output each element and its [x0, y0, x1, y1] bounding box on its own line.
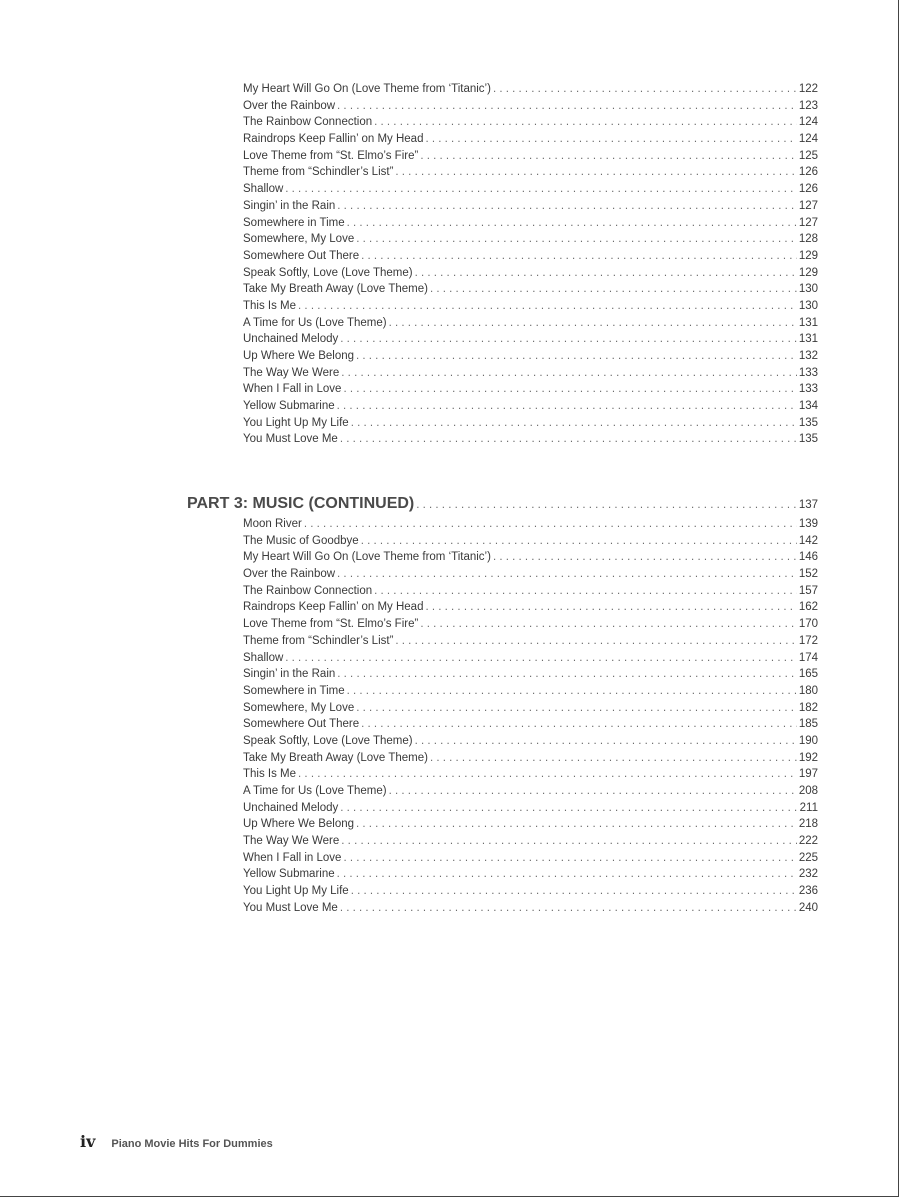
toc-entry — [243, 566, 818, 583]
toc-entry-page-number: 232 — [798, 868, 818, 881]
toc-entry-title: Somewhere, My Love — [243, 701, 355, 714]
dot-leader — [430, 281, 797, 298]
dot-leader — [343, 850, 796, 867]
dot-leader — [340, 800, 797, 817]
toc-entry-page-number: 165 — [798, 668, 818, 681]
toc-entry-title: You Light Up My Life — [243, 885, 349, 898]
toc-entry — [243, 833, 818, 850]
toc-part-heading — [187, 494, 818, 515]
toc-entry — [243, 850, 818, 867]
running-book-title: Piano Movie Hits For Dummies — [111, 1138, 273, 1150]
toc-entry-page-number: 135 — [798, 416, 818, 429]
toc-entry-page-number: 129 — [798, 249, 818, 262]
part-title: PART 3: MUSIC (CONTINUED) — [187, 495, 415, 512]
toc-entry-page-number: 133 — [798, 383, 818, 396]
toc-entry-title: Over the Rainbow — [243, 99, 336, 112]
toc-entry — [243, 431, 818, 448]
dot-leader — [347, 215, 797, 232]
dot-leader — [356, 348, 797, 365]
dot-leader — [285, 650, 797, 667]
toc-entry-page-number: 197 — [798, 768, 818, 781]
toc-entry-title: Singin’ in the Rain — [243, 199, 336, 212]
dot-leader — [416, 495, 797, 515]
dot-leader — [361, 248, 797, 265]
toc-entry-title: My Heart Will Go On (Love Theme from ‘Titanic’) — [243, 83, 491, 95]
toc-entry — [243, 281, 818, 298]
toc-entry-page-number: 131 — [798, 333, 818, 346]
toc-entry-title: Somewhere in Time — [243, 216, 345, 229]
toc-entry-page-number: 172 — [798, 634, 818, 647]
toc-entry-page-number: 174 — [798, 651, 818, 664]
dot-leader — [389, 315, 797, 332]
dot-leader — [351, 415, 797, 432]
dot-leader — [337, 566, 797, 583]
toc-entry-page-number: 236 — [798, 885, 818, 898]
toc-entry — [243, 131, 818, 148]
toc-entry-title: When I Fall in Love — [243, 383, 342, 396]
toc-entry-page-number: 131 — [798, 316, 818, 329]
toc-entry-title: This Is Me — [243, 768, 297, 781]
toc-entry — [243, 248, 818, 265]
toc-entry-title: Raindrops Keep Fallin’ on My Head — [243, 601, 424, 614]
dot-leader — [395, 164, 796, 181]
toc-entry-title: The Way We Were — [243, 366, 340, 379]
toc-entry — [243, 148, 818, 165]
toc-entry-page-number: 146 — [798, 551, 818, 564]
toc-entry-title: Shallow — [243, 651, 284, 664]
toc-entry-title: Speak Softly, Love (Love Theme) — [243, 266, 413, 279]
toc-entry — [243, 883, 818, 900]
dot-leader — [420, 616, 796, 633]
toc-entry — [243, 331, 818, 348]
toc-entry-page-number: 139 — [798, 518, 818, 530]
toc-entry-title: Up Where We Belong — [243, 818, 355, 831]
toc-entry-page-number: 122 — [798, 83, 818, 95]
toc-entry-page-number: 130 — [798, 299, 818, 312]
toc-entry-title: The Music of Goodbye — [243, 534, 359, 547]
dot-leader — [341, 833, 797, 850]
toc-entry-title: A Time for Us (Love Theme) — [243, 785, 387, 797]
toc-entry — [243, 750, 818, 767]
toc-entry-page-number: 211 — [799, 801, 818, 814]
toc-entry-page-number: 180 — [798, 684, 818, 697]
toc-entry — [243, 766, 818, 783]
dot-leader — [361, 533, 797, 550]
toc-entry-page-number: 190 — [798, 734, 818, 747]
toc-entry-page-number: 127 — [798, 199, 818, 212]
toc-entry-title: Yellow Submarine — [243, 400, 335, 413]
toc-entry — [243, 164, 818, 181]
toc-entry — [243, 198, 818, 215]
toc-entry — [243, 666, 818, 683]
toc-entry-page-number: 225 — [798, 851, 818, 864]
toc-entry-page-number: 125 — [798, 149, 818, 162]
toc-entry-title: Somewhere, My Love — [243, 233, 355, 246]
dot-leader — [389, 783, 797, 800]
toc-entry-title: Speak Softly, Love (Love Theme) — [243, 734, 413, 747]
toc-list-music — [243, 516, 818, 917]
toc-entry-title: Up Where We Belong — [243, 350, 355, 362]
toc-entry-title: Singin’ in the Rain — [243, 668, 336, 681]
toc-entry-page-number: 128 — [798, 233, 818, 246]
toc-entry-title: Theme from “Schindler’s List” — [243, 166, 394, 179]
toc-entry — [243, 348, 818, 365]
toc-entry-page-number: 142 — [798, 534, 818, 547]
toc-entry-title: The Rainbow Connection — [243, 116, 373, 129]
toc-entry-page-number: 218 — [798, 818, 818, 831]
toc-entry — [243, 98, 818, 115]
dot-leader — [425, 599, 796, 616]
toc-entry — [243, 733, 818, 750]
toc-entry — [243, 365, 818, 382]
dot-leader — [285, 181, 797, 198]
toc-entry — [243, 583, 818, 600]
toc-entry-page-number: 127 — [798, 216, 818, 229]
toc-entry — [243, 181, 818, 198]
toc-entry — [243, 633, 818, 650]
toc-entry-page-number: 123 — [798, 99, 818, 112]
toc-entry-page-number: 124 — [798, 116, 818, 129]
toc-entry-page-number: 157 — [798, 584, 818, 597]
toc-entry-page-number: 126 — [798, 166, 818, 179]
part-page-number: 137 — [798, 499, 818, 511]
toc-entry — [243, 315, 818, 332]
toc-entry — [243, 683, 818, 700]
toc-entry-title: You Light Up My Life — [243, 416, 349, 429]
toc-entry — [243, 231, 818, 248]
toc-entry — [243, 716, 818, 733]
toc-entry-title: Somewhere Out There — [243, 718, 360, 731]
toc-entry — [243, 650, 818, 667]
page-folio: iv — [80, 1132, 96, 1151]
toc-entry-title: Moon River — [243, 518, 302, 530]
toc-entry-title: My Heart Will Go On (Love Theme from ‘Titanic’) — [243, 551, 491, 564]
toc-entry-title: A Time for Us (Love Theme) — [243, 316, 387, 329]
toc-entry-title: Take My Breath Away (Love Theme) — [243, 751, 428, 764]
toc-entry-page-number: 124 — [798, 133, 818, 146]
toc-entry-title: Yellow Submarine — [243, 868, 335, 881]
toc-entry-title: You Must Love Me — [243, 901, 338, 914]
dot-leader — [351, 883, 797, 900]
dot-leader — [340, 431, 797, 448]
toc-entry — [243, 533, 818, 550]
toc-entry-page-number: 208 — [798, 785, 818, 797]
toc-entry — [243, 415, 818, 432]
toc-entry-title: Somewhere in Time — [243, 684, 345, 697]
toc-entry-title: The Way We Were — [243, 835, 340, 848]
toc-entry-title: Over the Rainbow — [243, 568, 336, 581]
dot-leader — [374, 114, 797, 131]
toc-entry — [243, 381, 818, 398]
dot-leader — [298, 298, 797, 315]
toc-entry — [243, 398, 818, 415]
dot-leader — [415, 733, 797, 750]
dot-leader — [337, 866, 797, 883]
toc-entry-page-number: 133 — [798, 366, 818, 379]
toc-entry-page-number: 185 — [798, 718, 818, 731]
toc-entry-title: Somewhere Out There — [243, 249, 360, 262]
toc-entry — [243, 800, 818, 817]
dot-leader — [337, 198, 797, 215]
toc-entry-title: You Must Love Me — [243, 433, 338, 446]
toc-entry-page-number: 126 — [798, 183, 818, 196]
toc-entry-page-number: 192 — [798, 751, 818, 764]
dot-leader — [361, 716, 797, 733]
dot-leader — [493, 549, 797, 566]
dot-leader — [337, 666, 797, 683]
toc-entry — [243, 783, 818, 800]
toc-entry-title: Love Theme from “St. Elmo’s Fire” — [243, 618, 419, 631]
toc-entry — [243, 900, 818, 917]
toc-entry-title: Shallow — [243, 183, 284, 196]
dot-leader — [356, 700, 797, 717]
toc-entry-page-number: 130 — [798, 283, 818, 296]
toc-entry — [243, 616, 818, 633]
toc-entry-title: Unchained Melody — [243, 333, 339, 346]
toc-list-songs — [243, 81, 818, 448]
toc-entry-page-number: 135 — [798, 433, 818, 446]
dot-leader — [298, 766, 797, 783]
dot-leader — [493, 81, 797, 98]
toc-entry — [243, 700, 818, 717]
dot-leader — [374, 583, 797, 600]
dot-leader — [304, 516, 797, 533]
dot-leader — [425, 131, 796, 148]
dot-leader — [343, 381, 796, 398]
toc-entry-title: Take My Breath Away (Love Theme) — [243, 283, 428, 296]
dot-leader — [356, 231, 797, 248]
toc-entry — [243, 298, 818, 315]
page-footer — [80, 1132, 273, 1151]
toc-entry-page-number: 240 — [798, 901, 818, 914]
toc-entry-page-number: 134 — [798, 400, 818, 413]
dot-leader — [340, 900, 797, 917]
toc-entry — [243, 81, 818, 98]
dot-leader — [347, 683, 797, 700]
dot-leader — [356, 816, 797, 833]
toc-entry-title: Unchained Melody — [243, 801, 339, 814]
toc-entry-page-number: 170 — [798, 618, 818, 631]
toc-entry — [243, 215, 818, 232]
toc-entry-page-number: 162 — [798, 601, 818, 614]
dot-leader — [341, 365, 797, 382]
dot-leader — [395, 633, 796, 650]
toc-entry — [243, 265, 818, 282]
toc-entry-title: Theme from “Schindler’s List” — [243, 634, 394, 647]
toc-entry-page-number: 222 — [798, 835, 818, 848]
toc-entry-page-number: 182 — [798, 701, 818, 714]
toc-entry-page-number: 152 — [798, 568, 818, 581]
toc-entry-page-number: 132 — [798, 350, 818, 362]
toc-entry-title: Love Theme from “St. Elmo’s Fire” — [243, 149, 419, 162]
toc-entry-page-number: 129 — [798, 266, 818, 279]
toc-entry — [243, 599, 818, 616]
toc-entry-title: Raindrops Keep Fallin’ on My Head — [243, 133, 424, 146]
dot-leader — [340, 331, 797, 348]
toc-entry — [243, 516, 818, 533]
toc-entry-title: This Is Me — [243, 299, 297, 312]
dot-leader — [420, 148, 796, 165]
dot-leader — [337, 398, 797, 415]
toc-entry — [243, 866, 818, 883]
toc-entry — [243, 549, 818, 566]
dot-leader — [430, 750, 797, 767]
toc-entry — [243, 816, 818, 833]
toc-entry-title: When I Fall in Love — [243, 851, 342, 864]
toc-entry-title: The Rainbow Connection — [243, 584, 373, 597]
dot-leader — [337, 98, 797, 115]
dot-leader — [415, 265, 797, 282]
toc-entry — [243, 114, 818, 131]
